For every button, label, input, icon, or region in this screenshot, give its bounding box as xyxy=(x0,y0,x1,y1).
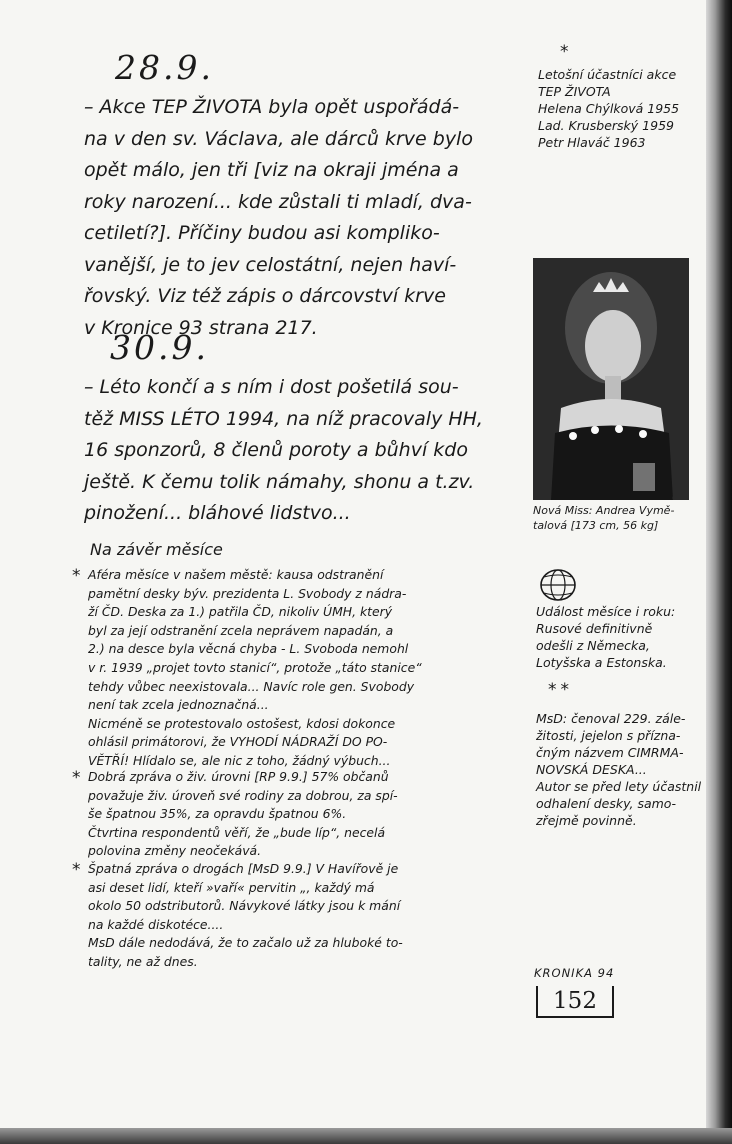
entry-date-28-9: 28.9. xyxy=(115,48,214,87)
summary-item-1-marker: * xyxy=(72,566,81,586)
summary-heading: Na závěr měsíce xyxy=(90,540,223,559)
miss-photo-image xyxy=(533,258,689,500)
book-spine-shadow xyxy=(706,0,732,1144)
donors-marker: * xyxy=(560,42,569,62)
chronicle-label: KRONIKA 94 xyxy=(534,966,615,980)
summary-item-2-marker: * xyxy=(72,768,81,788)
photo-caption: Nová Miss: Andrea Vymě- talová [173 cm, 56 kg] xyxy=(533,504,675,532)
page-bottom-edge xyxy=(0,1128,732,1144)
miss-photo xyxy=(533,258,689,500)
event-of-month: Událost měsíce i roku: Rusové definitivně odešli z Německa, Lotyšska a Estonska. xyxy=(536,604,676,670)
entry-text-tep-zivota: – Akce TEP ŽIVOTA byla opět uspořádá- na v den sv. Václava, ale dárců krve bylo opět málo, jen tři [viz na okraji jména a roky narození... kde zůstali ti mladí, dva- cetiletí?]. Příčiny budou asi kompliko- vanější, je to jev celostátní, nejen haví- řovský. Viz též zápis o dárcovství krve v Kronice 93 strana 217. xyxy=(84,96,473,339)
note-marker: ** xyxy=(548,680,573,700)
donors-list: Letošní účastníci akce TEP ŽIVOTA Helena Chýlková 1955 Lad. Krusberský 1959 Petr Hlaváč 1963 xyxy=(538,67,680,150)
summary-item-2-text: Dobrá zpráva o živ. úrovni [RP 9.9.] 57% občanů považuje živ. úroveň své rodiny za dobrou, za spí- še špatnou 35%, za opravdu špatnou 6%. Čtvrtina respondentů věří, že „bude líp“, necelá polovina změny neočekává. xyxy=(88,769,398,859)
summary-item-1-text: Aféra měsíce v našem městě: kausa odstranění pamětní desky býv. prezidenta L. Svobody z nádra- ží ČD. Deska za 1.) patřila ČD, nikoliv ÚMH, který byl za její odstranění zcela neprávem napadán, a 2.) na desce byla věcná chyba - L. Svoboda nemohl v r. 1939 „projet tovto stanicí“, protože „táto stanice“ tehdy vůbec neexistovala... Navíc role gen. Svobody není tak zcela jednoznačná... Nicméně se protestovalo ostošest, kdosi dokonce ohlásil primátorovi, že VYHODÍ NÁDRAŽÍ DO PO- VĚTŘÍ! Hlídalo se, ale nic z toho, žádný výbuch... xyxy=(88,567,422,768)
page-number: 152 xyxy=(536,986,614,1018)
summary-item-3-marker: * xyxy=(72,860,81,880)
entry-text-miss-leto: – Léto končí a s ním i dost pošetilá sou- těž MISS LÉTO 1994, na níž pracovaly HH, 16 sponzorů, 8 členů poroty a bůhví kdo ještě. K čemu tolik námahy, shonu a t.zv. pinožení... bláhové lidstvo... xyxy=(84,376,483,524)
plaque-note: MsD: čenoval 229. zále- žitosti, jejelon s přízna- čným názvem CIMRMA- NOVSKÁ DESKA... Autor se před lety účastnil odhalení desky, samo- zřejmě povinně. xyxy=(536,711,702,828)
entry-date-30-9: 30.9. xyxy=(110,328,209,367)
globe-icon xyxy=(538,567,578,603)
summary-item-3-text: Špatná zpráva o drogách [MsD 9.9.] V Havířově je asi deset lidí, kteří »vaří« pervitin „, každý má okolo 50 odstributorů. Návykové látky jsou k mání na každé diskotéce.... MsD dále nedodává, že to začalo už za hluboké to- tality, ne až dnes. xyxy=(88,861,403,969)
